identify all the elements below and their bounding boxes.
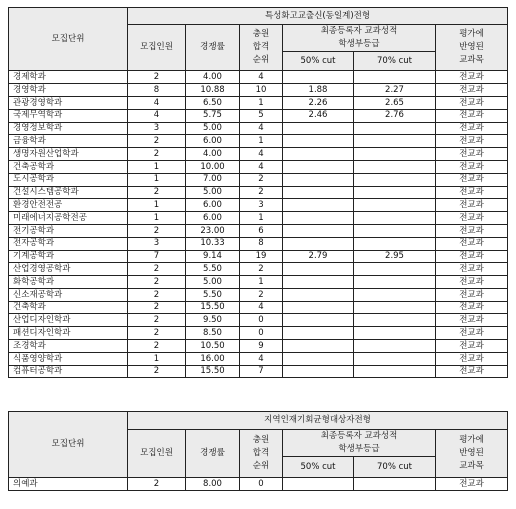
cell-quota: 1 xyxy=(128,160,186,173)
cell-unit: 환경안전전공 xyxy=(9,199,128,212)
cell-rank: 2 xyxy=(240,173,283,186)
cell-quota: 2 xyxy=(128,224,186,237)
cell-quota: 2 xyxy=(128,301,186,314)
cell-cut70 xyxy=(354,352,436,365)
cell-rank: 1 xyxy=(240,276,283,289)
cell-subject: 전교과 xyxy=(436,301,508,314)
cell-quota: 1 xyxy=(128,212,186,225)
cell-rank: 2 xyxy=(240,288,283,301)
cell-cut70 xyxy=(354,478,436,491)
cell-rank: 4 xyxy=(240,148,283,161)
cell-unit: 산업디자인학과 xyxy=(9,314,128,327)
table-row xyxy=(9,173,508,186)
cell-quota: 3 xyxy=(128,122,186,135)
cell-quota: 1 xyxy=(128,352,186,365)
table-row xyxy=(9,327,508,340)
cell-ratio: 5.00 xyxy=(186,276,240,289)
cell-quota: 2 xyxy=(128,71,186,84)
cell-unit: 컴퓨터공학과 xyxy=(9,365,128,378)
cell-unit: 경영학과 xyxy=(9,84,128,97)
cell-cut70: 2.95 xyxy=(354,250,436,263)
cell-rank: 0 xyxy=(240,327,283,340)
cell-quota: 2 xyxy=(128,263,186,276)
cell-quota: 2 xyxy=(128,327,186,340)
cell-cut50 xyxy=(283,212,354,225)
cell-cut50 xyxy=(283,340,354,353)
table-row xyxy=(9,276,508,289)
cell-cut70 xyxy=(354,212,436,225)
cell-cut50 xyxy=(283,365,354,378)
cell-rank: 4 xyxy=(240,352,283,365)
cell-cut50 xyxy=(283,224,354,237)
cell-subject: 전교과 xyxy=(436,199,508,212)
cell-ratio: 6.00 xyxy=(186,199,240,212)
cell-subject: 전교과 xyxy=(436,135,508,148)
cell-unit: 도시공학과 xyxy=(9,173,128,186)
cell-cut70 xyxy=(354,288,436,301)
cell-cut50 xyxy=(283,288,354,301)
cell-cut50: 1.88 xyxy=(283,84,354,97)
admission-table-regional xyxy=(8,411,508,491)
cell-cut50 xyxy=(283,352,354,365)
cell-subject: 전교과 xyxy=(436,250,508,263)
table-row xyxy=(9,71,508,84)
cell-unit: 경제학과 xyxy=(9,71,128,84)
admission-table-specialized xyxy=(8,7,508,378)
table-row xyxy=(9,288,508,301)
cell-cut50 xyxy=(283,327,354,340)
cell-subject: 전교과 xyxy=(436,212,508,225)
cell-unit: 의예과 xyxy=(9,478,128,491)
cell-cut70: 2.27 xyxy=(354,84,436,97)
cell-cut70: 2.65 xyxy=(354,96,436,109)
cell-rank: 0 xyxy=(240,478,283,491)
cell-cut70 xyxy=(354,186,436,199)
cell-quota: 2 xyxy=(128,478,186,491)
table-row xyxy=(9,263,508,276)
table-row xyxy=(9,199,508,212)
cell-subject: 전교과 xyxy=(436,288,508,301)
cell-subject: 전교과 xyxy=(436,352,508,365)
cell-unit: 금융학과 xyxy=(9,135,128,148)
cell-cut50: 2.26 xyxy=(283,96,354,109)
cell-rank: 2 xyxy=(240,263,283,276)
cell-rank: 9 xyxy=(240,340,283,353)
cell-rank: 3 xyxy=(240,199,283,212)
table-row xyxy=(9,96,508,109)
cell-cut50 xyxy=(283,301,354,314)
cell-cut70: 2.76 xyxy=(354,109,436,122)
cell-ratio: 10.33 xyxy=(186,237,240,250)
cell-cut50 xyxy=(283,173,354,186)
table-row xyxy=(9,301,508,314)
cell-quota: 4 xyxy=(128,109,186,122)
cell-ratio: 16.00 xyxy=(186,352,240,365)
cell-rank: 7 xyxy=(240,365,283,378)
cell-cut70 xyxy=(354,135,436,148)
header-unit: 모집단위 xyxy=(9,8,128,71)
cell-cut50 xyxy=(283,478,354,491)
cell-cut70 xyxy=(354,71,436,84)
cell-unit: 전자공학과 xyxy=(9,237,128,250)
cell-cut70 xyxy=(354,263,436,276)
cell-quota: 2 xyxy=(128,365,186,378)
table-row xyxy=(9,340,508,353)
cell-subject: 전교과 xyxy=(436,160,508,173)
table-row xyxy=(9,250,508,263)
cell-cut70 xyxy=(354,160,436,173)
header-ratio: 경쟁률 xyxy=(186,25,240,71)
cell-cut70 xyxy=(354,122,436,135)
cell-subject: 전교과 xyxy=(436,71,508,84)
cell-unit: 관광경영학과 xyxy=(9,96,128,109)
cell-unit: 패션디자인학과 xyxy=(9,327,128,340)
cell-ratio: 8.00 xyxy=(186,478,240,491)
cell-cut50 xyxy=(283,71,354,84)
header-cut50: 50% cut xyxy=(283,52,354,71)
table-row xyxy=(9,186,508,199)
cell-unit: 산업경영공학과 xyxy=(9,263,128,276)
cell-cut70 xyxy=(354,237,436,250)
cell-rank: 1 xyxy=(240,212,283,225)
header-grade: 최종등록자 교과성적 학생부등급 xyxy=(283,430,436,457)
header-cut70: 70% cut xyxy=(354,457,436,478)
cell-cut70 xyxy=(354,365,436,378)
cell-ratio: 9.50 xyxy=(186,314,240,327)
cell-rank: 10 xyxy=(240,84,283,97)
header-quota: 모집인원 xyxy=(128,25,186,71)
header-rank: 충원 합격 순위 xyxy=(240,25,283,71)
cell-quota: 2 xyxy=(128,186,186,199)
cell-subject: 전교과 xyxy=(436,84,508,97)
cell-cut50 xyxy=(283,314,354,327)
cell-unit: 미래에너지공학전공 xyxy=(9,212,128,225)
cell-ratio: 6.00 xyxy=(186,135,240,148)
cell-rank: 19 xyxy=(240,250,283,263)
cell-ratio: 15.50 xyxy=(186,365,240,378)
cell-unit: 전기공학과 xyxy=(9,224,128,237)
cell-unit: 조경학과 xyxy=(9,340,128,353)
header-unit: 모집단위 xyxy=(9,412,128,478)
table-row xyxy=(9,365,508,378)
cell-rank: 5 xyxy=(240,109,283,122)
cell-cut50 xyxy=(283,276,354,289)
cell-quota: 2 xyxy=(128,288,186,301)
cell-unit: 생명자원산업학과 xyxy=(9,148,128,161)
cell-quota: 1 xyxy=(128,199,186,212)
cell-unit: 건설시스템공학과 xyxy=(9,186,128,199)
cell-cut70 xyxy=(354,327,436,340)
header-ratio: 경쟁률 xyxy=(186,430,240,478)
cell-quota: 7 xyxy=(128,250,186,263)
table-row xyxy=(9,122,508,135)
cell-subject: 전교과 xyxy=(436,148,508,161)
table-row xyxy=(9,135,508,148)
cell-cut70 xyxy=(354,276,436,289)
cell-unit: 신소재공학과 xyxy=(9,288,128,301)
header-rank: 충원 합격 순위 xyxy=(240,430,283,478)
cell-unit: 식품영양학과 xyxy=(9,352,128,365)
cell-cut50 xyxy=(283,263,354,276)
cell-unit: 경영정보학과 xyxy=(9,122,128,135)
cell-unit: 건축학과 xyxy=(9,301,128,314)
cell-cut50: 2.46 xyxy=(283,109,354,122)
cell-subject: 전교과 xyxy=(436,314,508,327)
cell-cut70 xyxy=(354,199,436,212)
cell-subject: 전교과 xyxy=(436,263,508,276)
cell-cut50 xyxy=(283,122,354,135)
cell-ratio: 15.50 xyxy=(186,301,240,314)
cell-ratio: 8.50 xyxy=(186,327,240,340)
cell-subject: 전교과 xyxy=(436,237,508,250)
cell-rank: 0 xyxy=(240,314,283,327)
cell-subject: 전교과 xyxy=(436,478,508,491)
cell-ratio: 10.50 xyxy=(186,340,240,353)
cell-subject: 전교과 xyxy=(436,186,508,199)
cell-rank: 1 xyxy=(240,96,283,109)
cell-subject: 전교과 xyxy=(436,122,508,135)
cell-cut50 xyxy=(283,186,354,199)
cell-quota: 3 xyxy=(128,237,186,250)
header-subject: 평가에 반영된 교과목 xyxy=(436,430,508,478)
header-cut70: 70% cut xyxy=(354,52,436,71)
cell-quota: 8 xyxy=(128,84,186,97)
table-row xyxy=(9,109,508,122)
cell-ratio: 23.00 xyxy=(186,224,240,237)
table-row xyxy=(9,224,508,237)
cell-subject: 전교과 xyxy=(436,365,508,378)
cell-cut70 xyxy=(354,340,436,353)
cell-ratio: 5.00 xyxy=(186,122,240,135)
cell-ratio: 10.88 xyxy=(186,84,240,97)
cell-rank: 4 xyxy=(240,122,283,135)
cell-cut70 xyxy=(354,314,436,327)
group-title: 특성화고교출신(동일계)전형 xyxy=(128,8,508,25)
cell-subject: 전교과 xyxy=(436,96,508,109)
cell-rank: 6 xyxy=(240,224,283,237)
header-quota: 모집인원 xyxy=(128,430,186,478)
cell-subject: 전교과 xyxy=(436,327,508,340)
cell-unit: 건축공학과 xyxy=(9,160,128,173)
cell-quota: 4 xyxy=(128,96,186,109)
table-row xyxy=(9,212,508,225)
cell-subject: 전교과 xyxy=(436,276,508,289)
cell-cut70 xyxy=(354,148,436,161)
header-grade: 최종등록자 교과성적 학생부등급 xyxy=(283,25,436,52)
table-row xyxy=(9,160,508,173)
cell-quota: 2 xyxy=(128,135,186,148)
cell-ratio: 6.50 xyxy=(186,96,240,109)
cell-ratio: 5.00 xyxy=(186,186,240,199)
cell-cut50 xyxy=(283,160,354,173)
cell-quota: 2 xyxy=(128,314,186,327)
cell-quota: 2 xyxy=(128,340,186,353)
table-row xyxy=(9,237,508,250)
cell-ratio: 4.00 xyxy=(186,71,240,84)
cell-cut50 xyxy=(283,148,354,161)
cell-unit: 화학공학과 xyxy=(9,276,128,289)
table-row xyxy=(9,478,508,491)
cell-ratio: 5.75 xyxy=(186,109,240,122)
cell-cut50: 2.79 xyxy=(283,250,354,263)
cell-cut70 xyxy=(354,173,436,186)
cell-subject: 전교과 xyxy=(436,109,508,122)
cell-rank: 4 xyxy=(240,160,283,173)
table-row xyxy=(9,148,508,161)
cell-quota: 2 xyxy=(128,148,186,161)
cell-cut70 xyxy=(354,224,436,237)
table-row xyxy=(9,314,508,327)
cell-cut70 xyxy=(354,301,436,314)
cell-subject: 전교과 xyxy=(436,224,508,237)
cell-subject: 전교과 xyxy=(436,173,508,186)
cell-rank: 4 xyxy=(240,71,283,84)
cell-rank: 4 xyxy=(240,301,283,314)
cell-ratio: 5.50 xyxy=(186,288,240,301)
cell-cut50 xyxy=(283,135,354,148)
cell-rank: 2 xyxy=(240,186,283,199)
cell-cut50 xyxy=(283,237,354,250)
cell-subject: 전교과 xyxy=(436,340,508,353)
table-row xyxy=(9,352,508,365)
table-row xyxy=(9,84,508,97)
cell-ratio: 5.50 xyxy=(186,263,240,276)
cell-quota: 1 xyxy=(128,173,186,186)
cell-cut50 xyxy=(283,199,354,212)
cell-unit: 국제무역학과 xyxy=(9,109,128,122)
header-subject: 평가에 반영된 교과목 xyxy=(436,25,508,71)
cell-unit: 기계공학과 xyxy=(9,250,128,263)
cell-ratio: 4.00 xyxy=(186,148,240,161)
cell-ratio: 6.00 xyxy=(186,212,240,225)
cell-rank: 1 xyxy=(240,135,283,148)
group-title: 지역인재기회균형대상자전형 xyxy=(128,412,508,430)
cell-ratio: 9.14 xyxy=(186,250,240,263)
cell-rank: 8 xyxy=(240,237,283,250)
cell-quota: 2 xyxy=(128,276,186,289)
header-cut50: 50% cut xyxy=(283,457,354,478)
cell-ratio: 7.00 xyxy=(186,173,240,186)
cell-ratio: 10.00 xyxy=(186,160,240,173)
